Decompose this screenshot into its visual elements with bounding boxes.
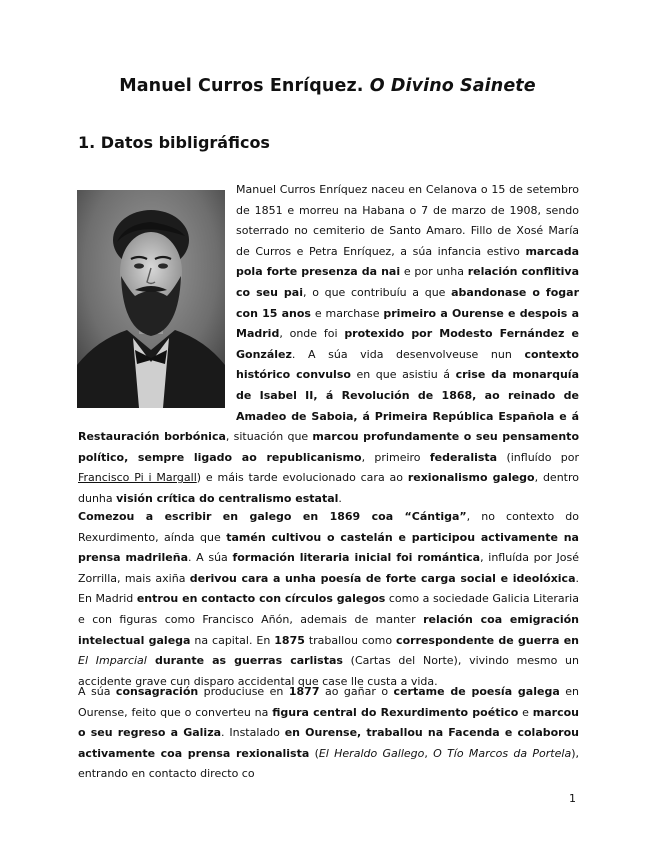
section-heading: 1. Datos bibligráficos xyxy=(78,133,270,152)
biography-paragraph-1: Manuel Curros Enríquez naceu en Celanova o 15 de setembro de 1851 e morreu na Habana o 7 de marzo de 1908, sendo soterrado no cemiterio de Santo Amaro. Fillo de Xosé María de Curros e Petra Enríquez, a súa infancia estivo marcada pola forte presenza da nai e por unha relación conflitiva co seu pai, o que contribuíu a que abandonase o fogar con 15 anos e marchase primeiro a Ourense e despois a Madrid, onde foi protexido por Modesto Fernández e González. A súa vida desenvolveuse nun contexto histórico convulso en que asistiu á crise da monarquía de Isabel II, á Revolución de 1868, ao reinado de Amadeo de Saboia, á Primeira República Española e á Restauración borbónica, situación que marcou profundamente o seu pensamento político, sempre ligado ao republicanismo, primeiro federalista (influído por Francisco Pi i Margall) e máis tarde evolucionado cara ao rexionalismo galego, dentro dunha visión crítica do centralismo estatal. xyxy=(78,180,579,510)
title-work: O Divino Sainete xyxy=(369,76,536,96)
title-author: Manuel Curros Enríquez. xyxy=(119,76,364,96)
portrait-wrap-space xyxy=(78,180,236,412)
pi-margall-link[interactable]: Francisco Pi i Margall xyxy=(78,471,197,485)
biography-paragraph-2: Comezou a escribir en galego en 1869 coa “Cántiga”, no contexto do Rexurdimento, aínda que tamén cultivou o castelán e participou activamente na prensa madrileña. A súa formación literaria inicial foi romántica, influída por José Zorrilla, mais axiña derivou cara a unha poesía de forte carga social e ideolóxica. En Madrid entrou en contacto con círculos galegos como a sociedade Galicia Literaria e con figuras como Francisco Añón, ademais de manter relación coa emigración intelectual galega na capital. En 1875 traballou como correspondente de guerra en El Imparcial durante as guerras carlistas (Cartas del Norte), vivindo mesmo un accidente grave cun disparo accidental que case lle custa a vida. xyxy=(78,510,580,688)
page-number: 1 xyxy=(569,792,576,805)
document-title xyxy=(0,76,655,96)
biography-paragraph-3: A súa consagración produciuse en 1877 ao gañar o certame de poesía galega en Ourense, feito que o converteu na figura central do Rexurdimento poético e marcou o seu regreso a Galiza. Instalado en Ourense, traballou na Facenda e colaborou activamente coa prensa rexionalista (El Heraldo Gallego, O Tío Marcos da Portela), entrando en contacto directo co xyxy=(78,685,579,781)
